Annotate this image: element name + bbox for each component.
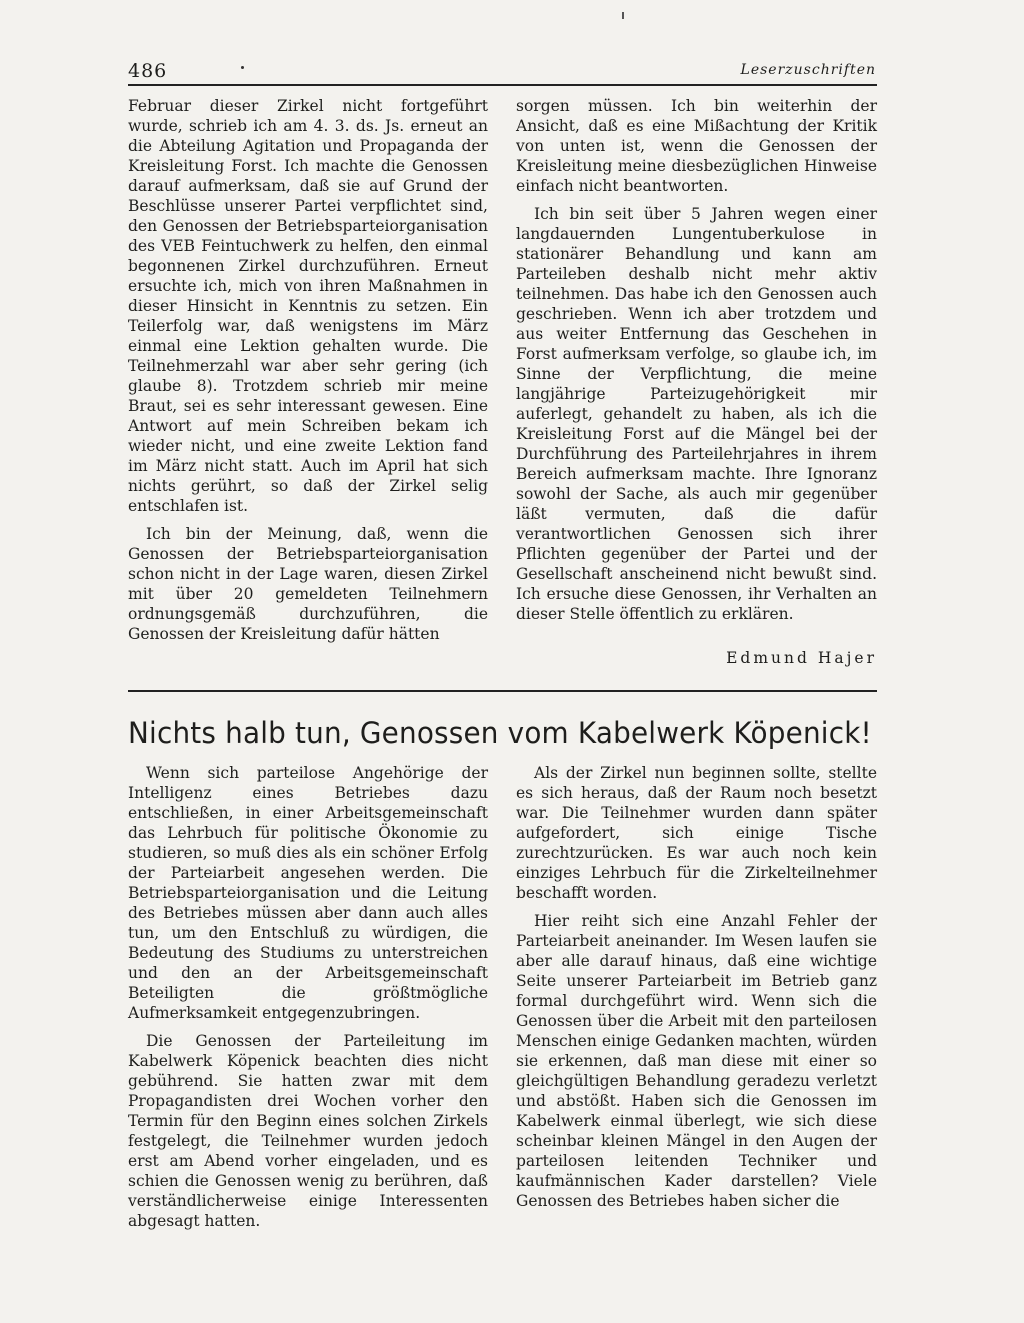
- article-paragraph: Hier reiht sich eine Anzahl Fehler der Parteiarbeit aneinander. Im Wesen laufen sie aber alle darauf hinaus, daß eine wichtige Seite unserer Parteiarbeit im Betrieb ganz formal durchgeführt wird. Wenn sich die Genossen über die Arbeit mit den parteilosen Menschen einige Gedanken machten, würden sie erkennen, daß man diese mit einer so gleichgültigen Behandlung geradezu verletzt und abstößt. Haben sich die Genossen im Kabelwerk einmal überlegt, wie sich diese scheinbar kleinen Mängel in den Augen der parteilosen leitenden Techniker und kaufmännischen Kader darstellen? Viele Genossen des Betriebes haben sicher die: [516, 912, 877, 1210]
- article-paragraph: Die Genossen der Parteileitung im Kabelwerk Köpenick beachten dies nicht gebührend. Sie hatten zwar mit dem Propagandisten drei Wochen vorher den Termin für den Beginn eines solchen Zirkels festgelegt, die Teilnehmer wurden jedoch erst am Abend vorher eingeladen, und es schien die Genossen wenig zu berühren, daß verständlicherweise einige Interessenten abgesagt hatten.: [128, 1032, 488, 1230]
- letter-column-left: [128, 96, 488, 652]
- letter-paragraph: Ich bin seit über 5 Jahren wegen einer langdauernden Lungentuberkulose in stationärer Behandlung und kann am Parteileben deshalb nicht mehr aktiv teilnehmen. Das habe ich den Genossen auch geschrieben. Wenn ich aber trotzdem und aus weiter Entfernung das Geschehen in Forst aufmerksam verfolge, so glaube ich, im Sinne der Verpflichtung, die meine langjährige Parteizugehörigkeit mir auferlegt, gehandelt zu haben, als ich die Kreisleitung Forst auf die Mängel bei der Durchführung des Parteilehrjahres in ihrem Bereich aufmerksam machte. Ihre Ignoranz sowohl der Sache, als auch mir gegenüber läßt vermuten, daß die dafür verantwortlichen Genossen sich ihrer Pflichten gegenüber der Partei und der Gesellschaft anscheinend nicht bewußt sind. Ich ersuche diese Genossen, ihr Verhalten an dieser Stelle öffentlich zu erklären.: [516, 205, 877, 623]
- letter-signature: Edmund Hajer: [726, 649, 877, 667]
- running-head: Leserzuschriften: [740, 62, 876, 78]
- article-column-right: [516, 763, 877, 1219]
- letter-column-right: [516, 96, 877, 632]
- article-title: Nichts halb tun, Genossen vom Kabelwerk Köpenick!: [128, 716, 872, 750]
- header-rule: [128, 84, 877, 86]
- article-paragraph: Wenn sich parteilose Angehörige der Intelligenz eines Betriebes dazu entschließen, in einer Arbeitsgemeinschaft das Lehrbuch für politische Ökonomie zu studieren, so muß dies als ein schöner Erfolg der Parteiarbeit angesehen werden. Die Betriebsparteiorganisation und die Leitung des Betriebes müssen aber dann auch alles tun, um den Entschluß zu würdigen, die Bedeutung des Studiums zu unterstreichen und den an der Arbeitsgemeinschaft Beteiligten die größtmögliche Aufmerksamkeit entgegenzubringen.: [128, 764, 488, 1022]
- article-column-left: [128, 763, 488, 1239]
- section-rule: [128, 690, 877, 692]
- header-dot: [241, 66, 244, 69]
- letter-paragraph: Ich bin der Meinung, daß, wenn die Genossen der Betriebsparteiorganisation schon nicht in der Lage waren, diesen Zirkel mit über 20 gemeldeten Teilnehmern ordnungsgemäß durchzuführen, die Genossen der Kreisleitung dafür hätten: [128, 525, 488, 643]
- letter-paragraph: sorgen müssen. Ich bin weiterhin der Ansicht, daß es eine Mißachtung der Kritik von unten ist, wenn die Genossen der Kreisleitung meine diesbezüglichen Hinweise einfach nicht beantworten.: [516, 97, 877, 195]
- letter-paragraph: Februar dieser Zirkel nicht fortgeführt wurde, schrieb ich am 4. 3. ds. Js. erneut an die Abteilung Agitation und Propaganda der Kreisleitung Forst. Ich machte die Genossen darauf aufmerksam, daß sie auf Grund der Beschlüsse unserer Partei verpflichtet sind, den Genossen der Betriebsparteiorganisation des VEB Feintuchwerk zu helfen, den einmal begonnenen Zirkel durchzuführen. Erneut ersuchte ich, mich von ihren Maßnahmen in dieser Hinsicht in Kenntnis zu setzen. Ein Teilerfolg war, daß wenigstens im März einmal eine Lektion gehalten wurde. Die Teilnehmerzahl war aber sehr gering (ich glaube 8). Trotzdem schrieb mir meine Braut, sei es sehr interessant gewesen. Eine Antwort auf mein Schreiben bekam ich wieder nicht, und eine zweite Lektion fand im März nicht statt. Auch im April hat sich nichts gerührt, so daß der Zirkel selig entschlafen ist.: [128, 97, 488, 515]
- scan-mark: [622, 12, 624, 19]
- article-paragraph: Als der Zirkel nun beginnen sollte, stellte es sich heraus, daß der Raum noch besetzt war. Die Teilnehmer wurden dann später aufgefordert, sich einige Tische zurechtzurücken. Es war auch noch kein einziges Lehrbuch für die Zirkelteilnehmer beschafft worden.: [516, 764, 877, 902]
- page-number: 486: [128, 60, 168, 82]
